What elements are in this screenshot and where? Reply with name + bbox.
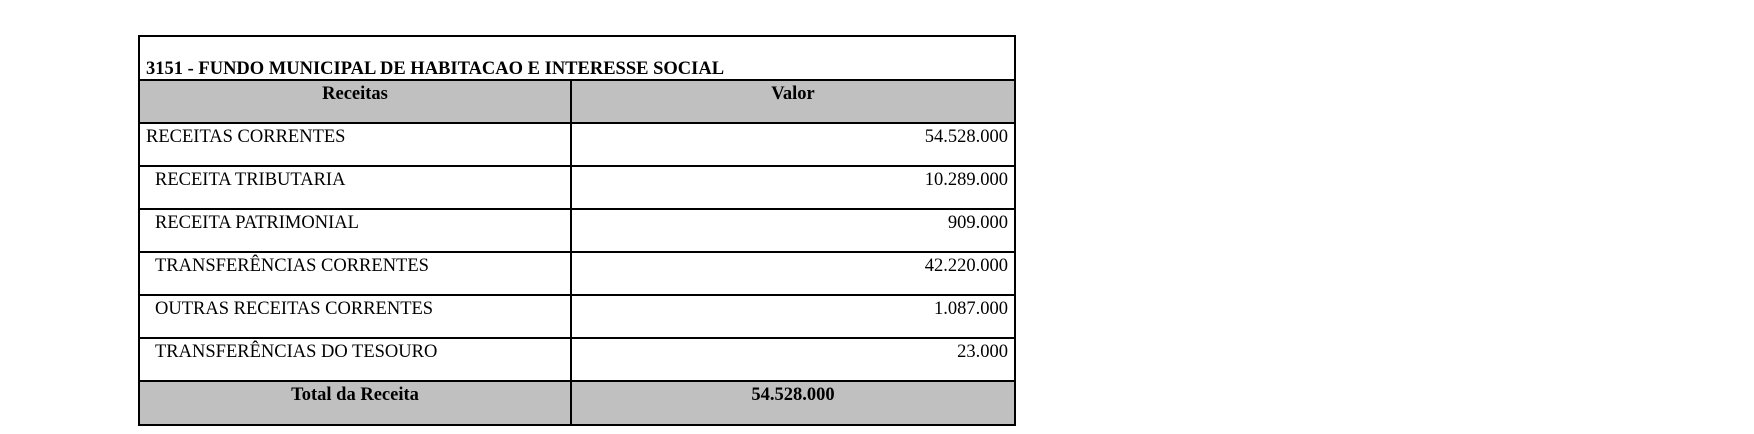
table-row [140, 296, 1014, 339]
header-valor: Valor [771, 84, 815, 104]
table-row [140, 253, 1014, 296]
revenue-table [138, 35, 1016, 426]
table-row [140, 339, 1014, 382]
row-label: TRANSFERÊNCIAS CORRENTES [140, 253, 572, 294]
row-label: OUTRAS RECEITAS CORRENTES [140, 296, 572, 337]
row-label: RECEITA TRIBUTARIA [140, 167, 572, 208]
row-value: 1.087.000 [934, 299, 1008, 319]
table-row [140, 210, 1014, 253]
header-row [140, 81, 1014, 124]
total-value: 54.528.000 [751, 385, 835, 405]
row-label: RECEITAS CORRENTES [140, 124, 572, 165]
total-row [140, 382, 1014, 424]
row-value: 23.000 [957, 342, 1008, 362]
header-receitas: Receitas [140, 81, 572, 122]
row-value: 54.528.000 [924, 127, 1008, 147]
row-label: RECEITA PATRIMONIAL [140, 210, 572, 251]
table-row [140, 167, 1014, 210]
row-label: TRANSFERÊNCIAS DO TESOURO [140, 339, 572, 380]
table-row [140, 124, 1014, 167]
table-title: 3151 - FUNDO MUNICIPAL DE HABITACAO E INTERESSE SOCIAL [146, 59, 725, 79]
row-value: 909.000 [947, 213, 1008, 233]
table-title-row [140, 37, 1014, 81]
total-label: Total da Receita [140, 382, 572, 424]
row-value: 10.289.000 [924, 170, 1008, 190]
row-value: 42.220.000 [924, 256, 1008, 276]
